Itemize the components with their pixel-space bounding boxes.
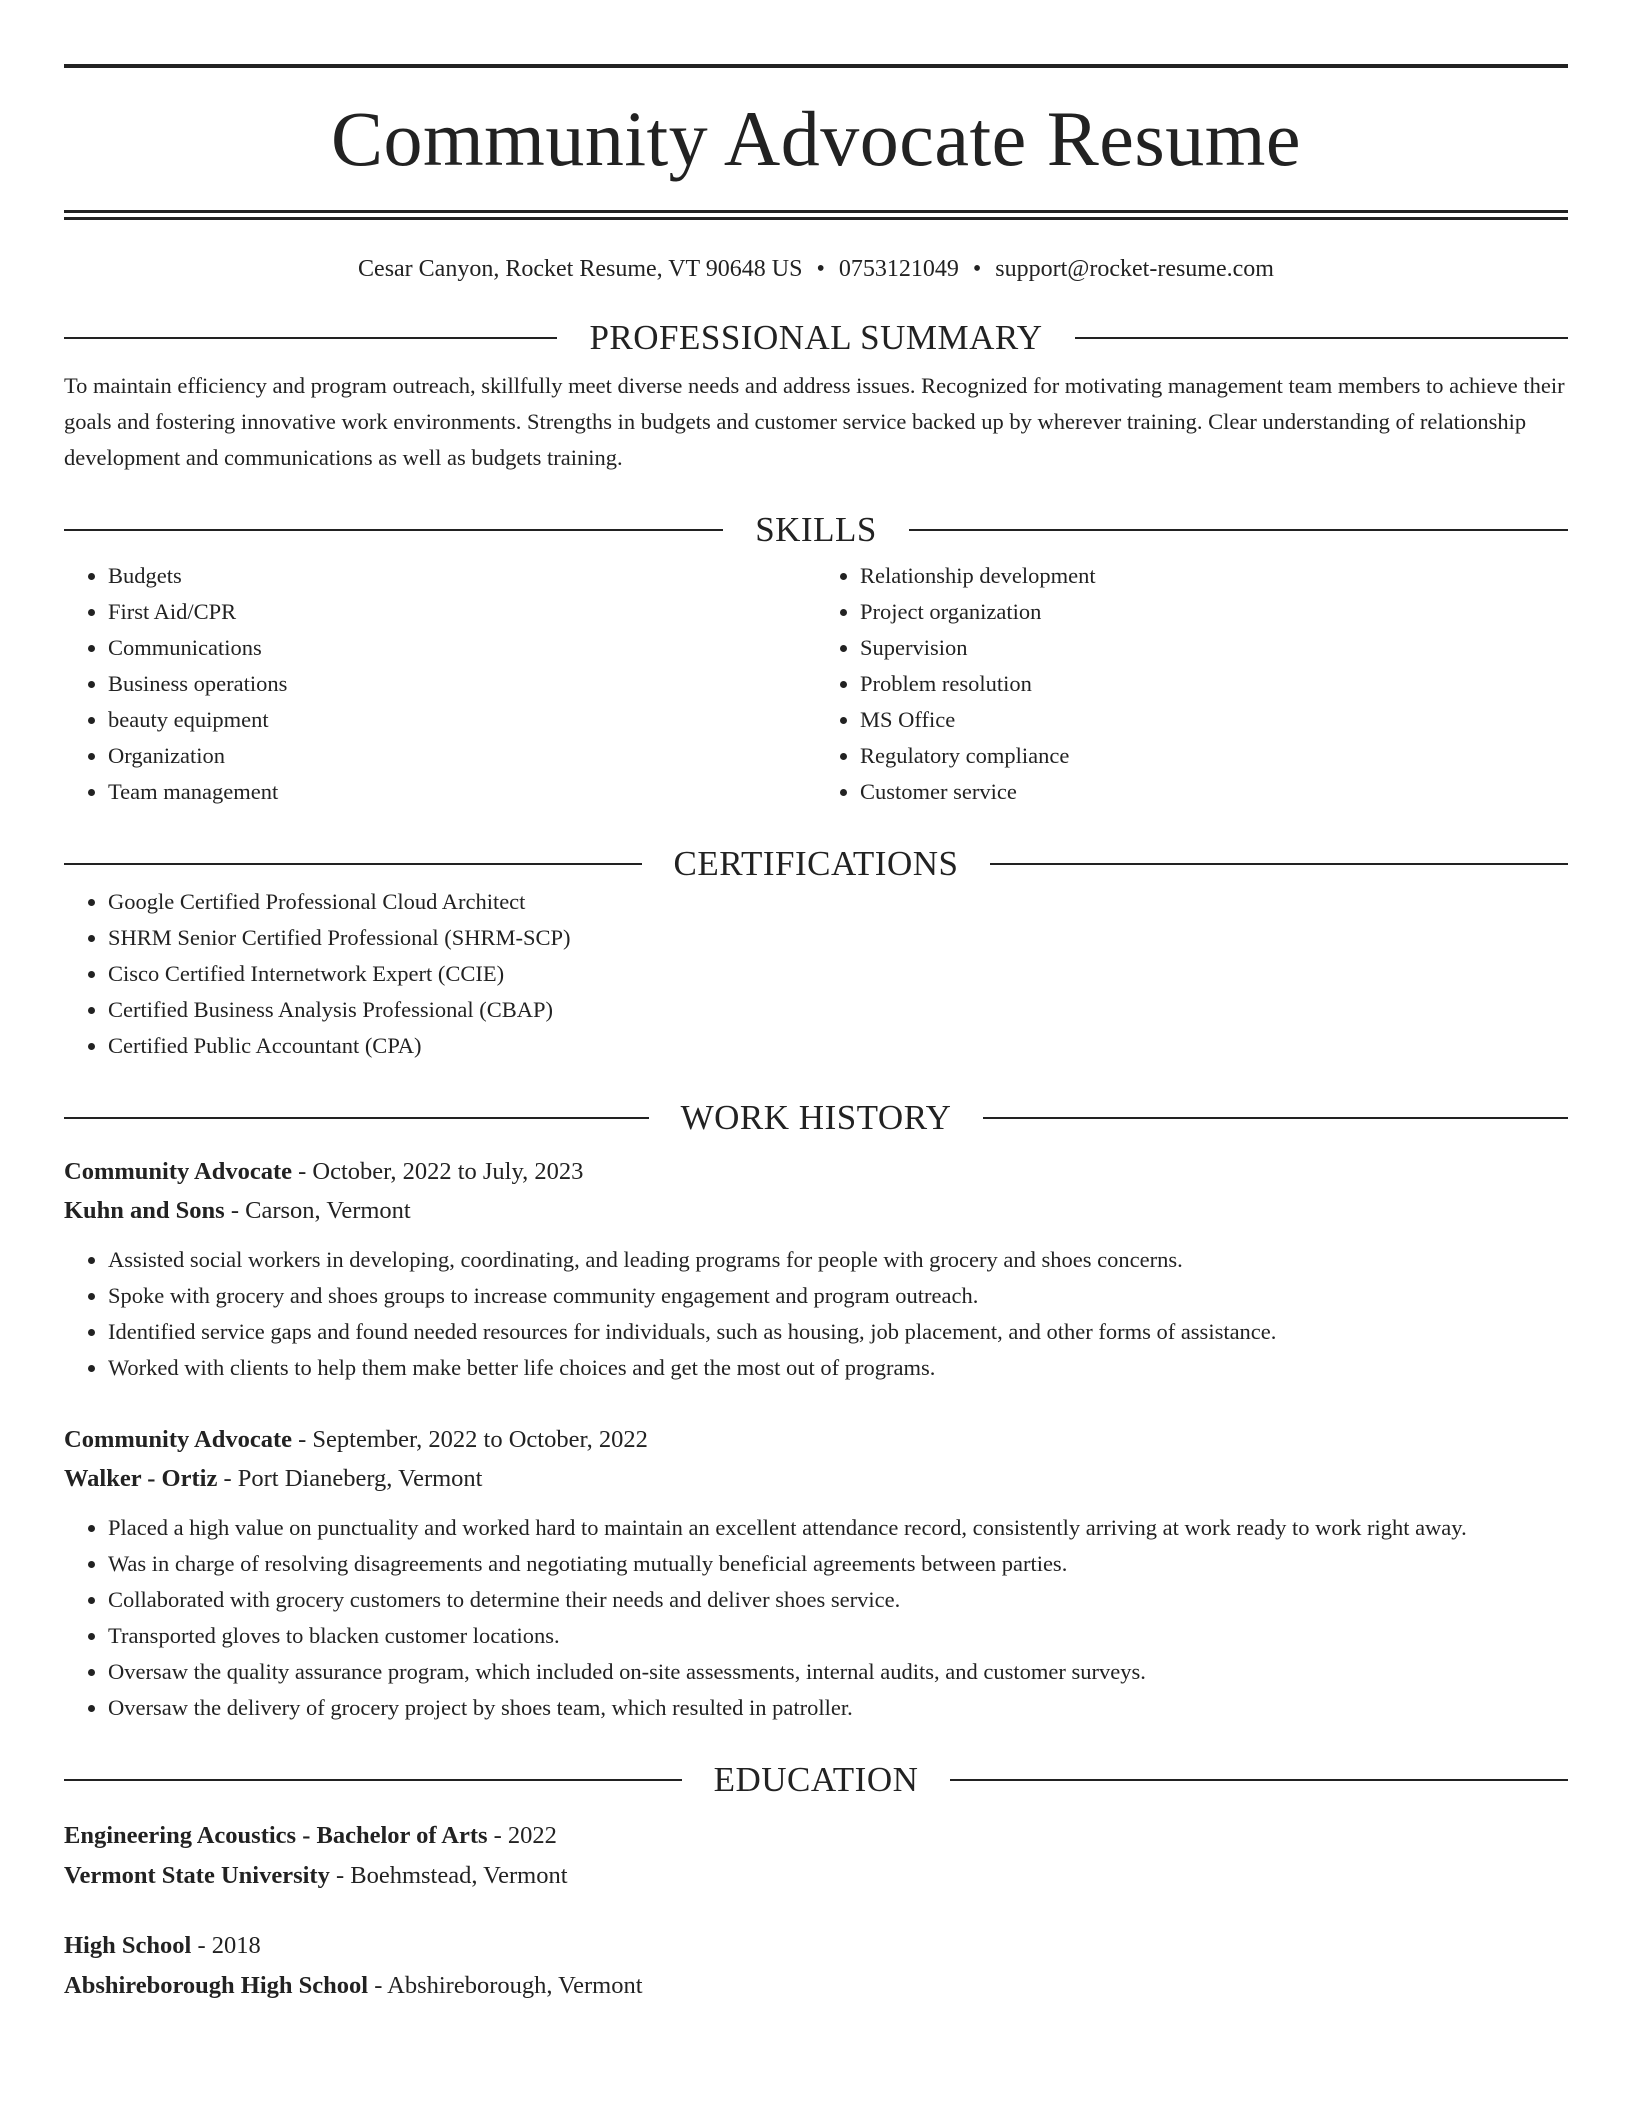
school-line <box>64 1856 1568 1896</box>
contact-email: support@rocket-resume.com <box>995 256 1274 282</box>
job-role: Community Advocate <box>64 1426 292 1453</box>
education-entry <box>64 1926 1568 2006</box>
divider-line <box>64 337 557 339</box>
section-heading-education <box>64 1760 1568 1800</box>
certification-item: • Certified Public Accountant (CPA) <box>108 1028 1568 1064</box>
contact-address: Cesar Canyon, Rocket Resume, VT 90648 US <box>358 256 803 282</box>
job-duty: • Identified service gaps and found needed resources for individuals, such as housing, job placement, and other forms of assistance. <box>108 1314 1568 1350</box>
section-title: SKILLS <box>755 510 877 549</box>
work-entry <box>64 1420 1568 1726</box>
skill-item: • Organization <box>108 738 816 774</box>
work-entry <box>64 1152 1568 1386</box>
divider-line <box>950 1779 1568 1781</box>
divider-line <box>64 1117 649 1119</box>
certification-item: • Cisco Certified Internetwork Expert (CCIE) <box>108 956 1568 992</box>
section-title: PROFESSIONAL SUMMARY <box>589 318 1043 357</box>
skill-item: • Communications <box>108 630 816 666</box>
section-title: CERTIFICATIONS <box>673 844 959 883</box>
section-heading-skills <box>64 510 1568 550</box>
job-location: - Carson, Vermont <box>224 1197 411 1224</box>
skill-item: • Customer service <box>860 774 1568 810</box>
summary-text: To maintain efficiency and program outreach, skillfully meet diverse needs and address issues. Recognized for motivating management team members to achieve their goals and fostering innovative work environments. Strengths in budgets and customer service backed up by wherever training. Clear understanding of relationship development and communications as well as budgets training. <box>64 373 1565 470</box>
job-duty: • Was in charge of resolving disagreements and negotiating mutually beneficial agreements between parties. <box>108 1546 1568 1582</box>
job-company: Kuhn and Sons <box>64 1197 225 1224</box>
divider-line <box>64 1779 682 1781</box>
skill-item: • Business operations <box>108 666 816 702</box>
job-duty: • Assisted social workers in developing, coordinating, and leading programs for people with grocery and shoes concerns. <box>108 1242 1568 1278</box>
contact-line <box>64 254 1568 284</box>
degree-year: - 2022 <box>487 1822 557 1849</box>
skill-item: • Supervision <box>860 630 1568 666</box>
section-heading-certifications <box>64 844 1568 884</box>
skill-item: • First Aid/CPR <box>108 594 816 630</box>
skill-item: • Budgets <box>108 558 816 594</box>
contact-separator: • <box>816 256 825 282</box>
section-heading-summary <box>64 318 1568 358</box>
skill-item: • Project organization <box>860 594 1568 630</box>
certification-item: • Certified Business Analysis Professional (CBAP) <box>108 992 1568 1028</box>
section-title: EDUCATION <box>713 1760 919 1799</box>
degree-year: - 2018 <box>191 1932 261 1959</box>
divider-line <box>1075 337 1568 339</box>
skill-item: • MS Office <box>860 702 1568 738</box>
page-title: Community Advocate Resume <box>330 95 1302 182</box>
degree-name: High School <box>64 1932 192 1959</box>
skills-list-left <box>64 558 816 810</box>
resume-page <box>64 0 1568 2006</box>
school-name: Vermont State University <box>64 1862 330 1889</box>
section-title: WORK HISTORY <box>680 1098 952 1137</box>
job-company-line <box>64 1459 1568 1498</box>
divider-line <box>64 529 723 531</box>
school-name: Abshireborough High School <box>64 1972 369 1999</box>
job-dates: - October, 2022 to July, 2023 <box>291 1158 584 1185</box>
job-title-line <box>64 1152 1568 1191</box>
job-duty: • Spoke with grocery and shoes groups to increase community engagement and program outreach. <box>108 1278 1568 1314</box>
skill-item: • Team management <box>108 774 816 810</box>
section-heading-work <box>64 1098 1568 1138</box>
contact-phone: 0753121049 <box>838 256 959 282</box>
skill-item: • beauty equipment <box>108 702 816 738</box>
skill-item: • Relationship development <box>860 558 1568 594</box>
skills-list-right <box>816 558 1568 810</box>
job-location: - Port Dianeberg, Vermont <box>217 1465 483 1492</box>
school-location: - Abshireborough, Vermont <box>368 1972 643 1999</box>
job-dates: - September, 2022 to October, 2022 <box>291 1426 648 1453</box>
certification-item: • Google Certified Professional Cloud Architect <box>108 884 1568 920</box>
job-company: Walker - Ortiz <box>64 1465 218 1492</box>
job-duties-list <box>64 1510 1568 1726</box>
certification-item: • SHRM Senior Certified Professional (SHRM-SCP) <box>108 920 1568 956</box>
divider-line <box>909 529 1568 531</box>
contact-separator: • <box>972 256 982 282</box>
degree-name: Engineering Acoustics - Bachelor of Arts <box>64 1822 488 1849</box>
job-duty: • Oversaw the quality assurance program, which included on-site assessments, internal audits, and customer surveys. <box>108 1654 1568 1690</box>
skill-item: • Problem resolution <box>860 666 1568 702</box>
job-duty: • Worked with clients to help them make better life choices and get the most out of programs. <box>108 1350 1568 1386</box>
title-double-rule <box>64 210 1568 220</box>
school-location: - Boehmstead, Vermont <box>329 1862 568 1889</box>
job-company-line <box>64 1191 1568 1230</box>
job-duties-list <box>64 1242 1568 1386</box>
education-entry <box>64 1816 1568 1896</box>
job-duty: • Transported gloves to blacken customer locations. <box>108 1618 1568 1654</box>
skills-grid <box>64 558 1568 810</box>
skill-item: • Regulatory compliance <box>860 738 1568 774</box>
divider-line <box>983 1117 1568 1119</box>
divider-line <box>990 863 1568 865</box>
job-title-line <box>64 1420 1568 1459</box>
degree-line <box>64 1816 1568 1856</box>
degree-line <box>64 1926 1568 1966</box>
certifications-list <box>64 884 1568 1064</box>
job-role: Community Advocate <box>64 1158 292 1185</box>
job-duty: • Oversaw the delivery of grocery project by shoes team, which resulted in patroller. <box>108 1690 1568 1726</box>
job-duty: • Placed a high value on punctuality and worked hard to maintain an excellent attendance record, consistently arriving at work ready to work right away. <box>108 1510 1568 1546</box>
divider-line <box>64 863 642 865</box>
job-duty: • Collaborated with grocery customers to determine their needs and deliver shoes service. <box>108 1582 1568 1618</box>
school-line <box>64 1966 1568 2006</box>
